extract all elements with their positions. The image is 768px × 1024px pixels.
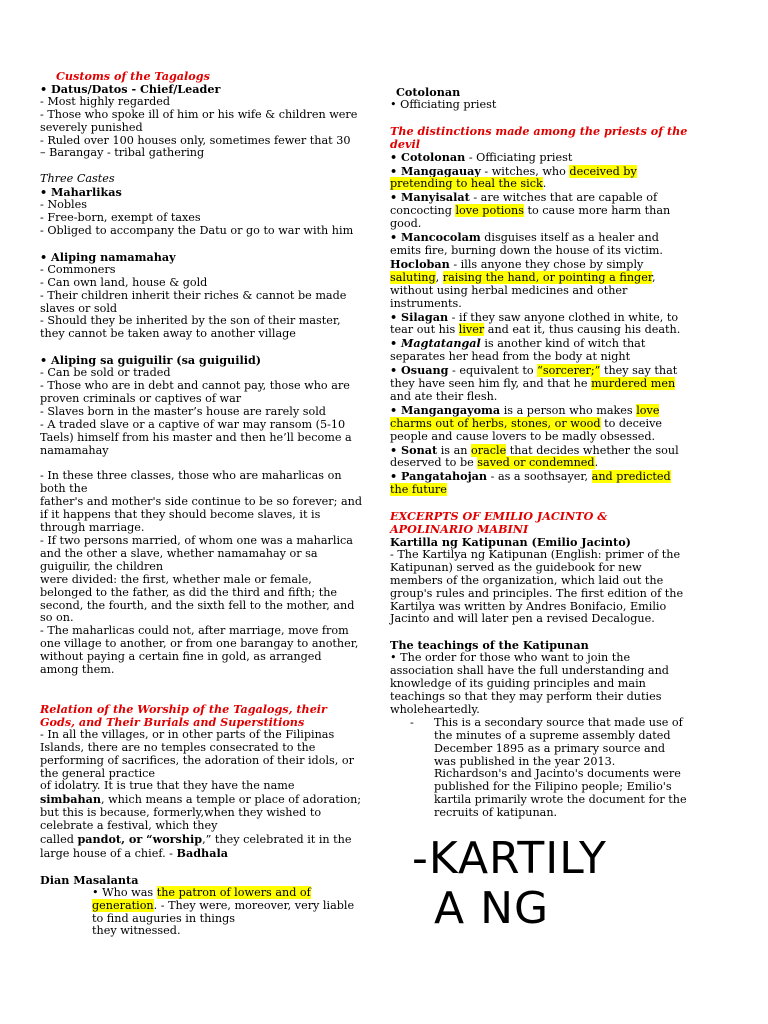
classes-paragraph: - If two persons married, of whom one was a maharlica and the other a slave, whether namamahay or sa guiguilir, the children [40, 534, 353, 573]
namamahay-heading: • Aliping namamahay [40, 249, 176, 264]
note-dash: - [410, 715, 414, 729]
large-heading-line2: A NG [434, 883, 550, 935]
worship-paragraph: called pandot, or “worship,” they celebrated it in the large house of a chief. - Badhala [40, 832, 352, 860]
classes-paragraph: - The maharlicas could not, after marriage, move from one village to another, or from one barangay to another, without paying a certain fine in gold, as arranged among them. [40, 624, 359, 677]
guiguilir-line: - Those who are in debt and cannot pay, those who are proven criminals or captives of war [40, 379, 350, 405]
datus-heading: • Datus/Datos - Chief/Leader [40, 81, 221, 96]
guiguilir-heading: • Aliping sa guiguilir (sa guiguilid) [40, 353, 262, 368]
priest-entry: • Cotolonan - Officiating priest [390, 149, 573, 164]
teachings-paragraph: • The order for those who want to join the association shall have the full understanding and knowledge of its guiding principles and main teachings so that they may perform their duties wholeheartedly. [390, 651, 669, 716]
teachings-heading: The teachings of the Katipunan [390, 638, 589, 653]
three-castes-heading: Three Castes [40, 172, 115, 186]
kartilya-large-heading [412, 834, 690, 934]
priest-entry: • Magtatangal is another kind of witch that separates her head from the body at night [390, 336, 646, 364]
guiguilir-line: - Slaves born in the master’s house are rarely sold [40, 404, 326, 418]
datus-line: - Those who spoke ill of him or his wife & children were severely punished [40, 107, 358, 134]
datus-line: - Most highly regarded [40, 94, 171, 108]
dian-paragraph: • Who was the patron of lowers and of generation. - They were, moreover, very liable to find auguries in things [92, 885, 355, 925]
cotolonan-line: • Officiating priest [390, 97, 497, 111]
dian-paragraph: they witnessed. [92, 924, 181, 938]
large-heading-line1: -KARTILY [412, 833, 607, 885]
priest-entry: • Silagan - if they saw anyone clothed in white, to tear out his liver and eat it, thus causing his death. [390, 309, 681, 337]
maharlikas-heading: • Maharlikas [40, 185, 122, 200]
worship-title: Relation of the Worship of the Tagalogs, their Gods, and Their Burials and Superstitions [40, 701, 327, 729]
note-text: This is a secondary source that made use of the minutes of a supreme assembly dated December 1895 as a primary source and was published in the year 2013. Richardson's and Jacinto's documents were published for the Filipino people; Emilio's kartila primarily wrote the document for the recruits of katipunan. [434, 715, 687, 820]
maharlikas-line: - Obliged to accompany the Datu or go to war with him [40, 223, 354, 237]
customs-title: Customs of the Tagalogs [56, 69, 210, 83]
classes-paragraph: father's and mother's side continue to be so forever; and if it happens that they should become slaves, it is through marriage. [40, 495, 363, 535]
cotolonan-heading: Cotolonan [396, 85, 461, 99]
kartilla-paragraph: - The Kartilya ng Katipunan (English: primer of the Katipunan) served as the guidebook for new members of the organization, which laid out the group's rules and principles. The first edition of the Kartilya was written by Andres Bonifacio, Emilio Jacinto and will later pen a revised Decalogue. [390, 547, 684, 626]
datus-line: – Barangay - tribal gathering [40, 146, 205, 160]
classes-paragraph: - In these three classes, those who are maharlicas on both the [40, 469, 342, 496]
datus-line: - Ruled over 100 houses only, sometimes fewer that 30 [40, 133, 351, 147]
kartilla-heading: Kartilla ng Katipunan (Emilio Jacinto) [390, 535, 631, 549]
namamahay-line: - Should they be inherited by the son of their master, they cannot be taken away to another village [40, 314, 341, 341]
maharlikas-line: - Free-born, exempt of taxes [40, 211, 201, 225]
guiguilir-line: - Can be sold or traded [40, 366, 171, 380]
excerpts-title: EXCERPTS OF EMILIO JACINTO & APOLINARIO MABINI [390, 509, 608, 537]
worship-paragraph: - In all the villages, or in other parts of the Filipinas Islands, there are no temples consecrated to the performing of sacrifices, the adoration of their idols, or the general practice [40, 727, 354, 780]
namamahay-line: - Can own land, house & gold [40, 275, 208, 289]
right-column [390, 86, 690, 934]
guiguilir-line: - A traded slave or a captive of war may ransom (5-10 Taels) himself from his master and then he’ll become a namamahay [40, 417, 352, 457]
maharlikas-line: - Nobles [40, 198, 87, 212]
priest-entry: • Sonat is an oracle that decides whether the soul deserved to be saved or condemned. [390, 442, 679, 470]
priest-entry: • Mangagauay - witches, who deceived by pretending to heal the sick. [390, 163, 637, 191]
priest-entry: Hocloban - ills anyone they chose by simply saluting, raising the hand, or pointing a finger, without using herbal medicines and other instruments. [390, 256, 656, 310]
priests-title: The distinctions made among the priests of the devil [390, 123, 688, 151]
left-column [40, 70, 362, 938]
secondary-source-note [410, 717, 690, 820]
priest-entry: • Pangatahojan - as a soothsayer, and predicted the future [390, 469, 671, 497]
dian-heading: Dian Masalanta [40, 872, 139, 887]
priest-entry: • Osuang - equivalent to “sorcerer;” they say that they have seen him fly, and that he murdered men and ate their flesh. [390, 363, 678, 403]
worship-paragraph: of idolatry. It is true that they have the name simbahan, which means a temple or place of adoration; but this is because, formerly,when they wished to celebrate a festival, which they [40, 779, 362, 833]
namamahay-line: - Commoners [40, 262, 116, 276]
priest-entry: • Mangangayoma is a person who makes love charms out of herbs, stones, or wood to deceive people and cause lovers to be madly obsessed. [390, 402, 663, 443]
priest-entry: • Mancocolam disguises itself as a healer and emits fire, burning down the house of its victim. [390, 230, 663, 257]
priest-entry: • Manyisalat - are witches that are capable of concocting love potions to cause more harm than good. [390, 190, 671, 231]
namamahay-line: - Their children inherit their riches & cannot be made slaves or sold [40, 288, 347, 315]
classes-paragraph: were divided: the first, whether male or female, belonged to the father, as did the third and fifth; the second, the fourth, and the sixth fell to the mother, and so on. [40, 572, 355, 625]
